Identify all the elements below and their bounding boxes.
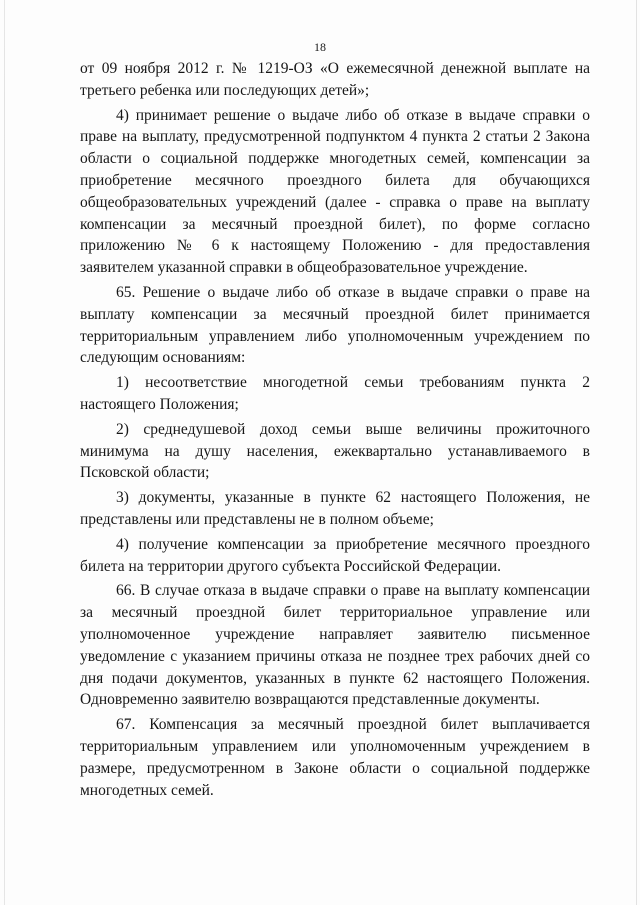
paragraph-67-payment: 67. Компенсация за месячный проездной билет выплачивается территориальным управлением или уполномоченным учреждением в размере, предусмотренном в Законе области о социальной поддержке многодетных семей.	[80, 716, 590, 799]
paragraph-ground-2: 2) среднедушевой доход семьи выше величины прожиточного минимума на душу населения, ежеквартально устанавливаемого в Псковской области;	[80, 420, 590, 482]
paragraph-item-4-certificate: 4) принимает решение о выдаче либо об отказе в выдаче справки о праве на выплату, предусмотренной подпунктом 4 пункта 2 статьи 2 Закона области о социальной поддержке многодетных семей, компенсации за приобретение месячного проездного билета для обучающихся общеобразовательных учреждений (далее - справка о праве на выплату компенсации за месячный проездной билет), по форме согласно приложению № 6 к настоящему Положению - для предоставления заявителем указанной справки в общеобразовательное учреждение.	[80, 106, 590, 277]
page-number: 18	[314, 40, 326, 54]
paragraph-ground-1: 1) несоответствие многодетной семьи требованиям пункта 2 настоящего Положения;	[80, 374, 590, 413]
paragraph-65-decision: 65. Решение о выдаче либо об отказе в выдаче справки о праве на выплату компенсации за месячный проездной билет принимается территориальным управлением либо уполномоченным учреждением по следующим основаниям:	[80, 283, 590, 367]
paragraph-66-refusal: 66. В случае отказа в выдаче справки о праве на выплату компенсации за месячный проездной билет территориальное управление или уполномоченное учреждение направляет заявителю письменное уведомление с указанием причины отказа не позднее трех рабочих дней со дня подачи документов, указанных в пункте 62 настоящего Положения. Одновременно заявителю возвращаются представленные документы.	[80, 582, 590, 709]
paragraph-ground-3: 3) документы, указанные в пункте 62 настоящего Положения, не представлены или представлены не в полном объеме;	[80, 489, 590, 528]
document-body	[80, 58, 590, 804]
scan-edge-left	[4, 0, 5, 905]
paragraph-law-reference: от 09 ноября 2012 г. № 1219-ОЗ «О ежемесячной денежной выплате на третьего ребенка или последующих детей»;	[80, 60, 590, 99]
scan-edge-right	[636, 0, 637, 905]
paragraph-ground-4: 4) получение компенсации за приобретение месячного проездного билета на территории другого субъекта Российской Федерации.	[80, 535, 590, 575]
